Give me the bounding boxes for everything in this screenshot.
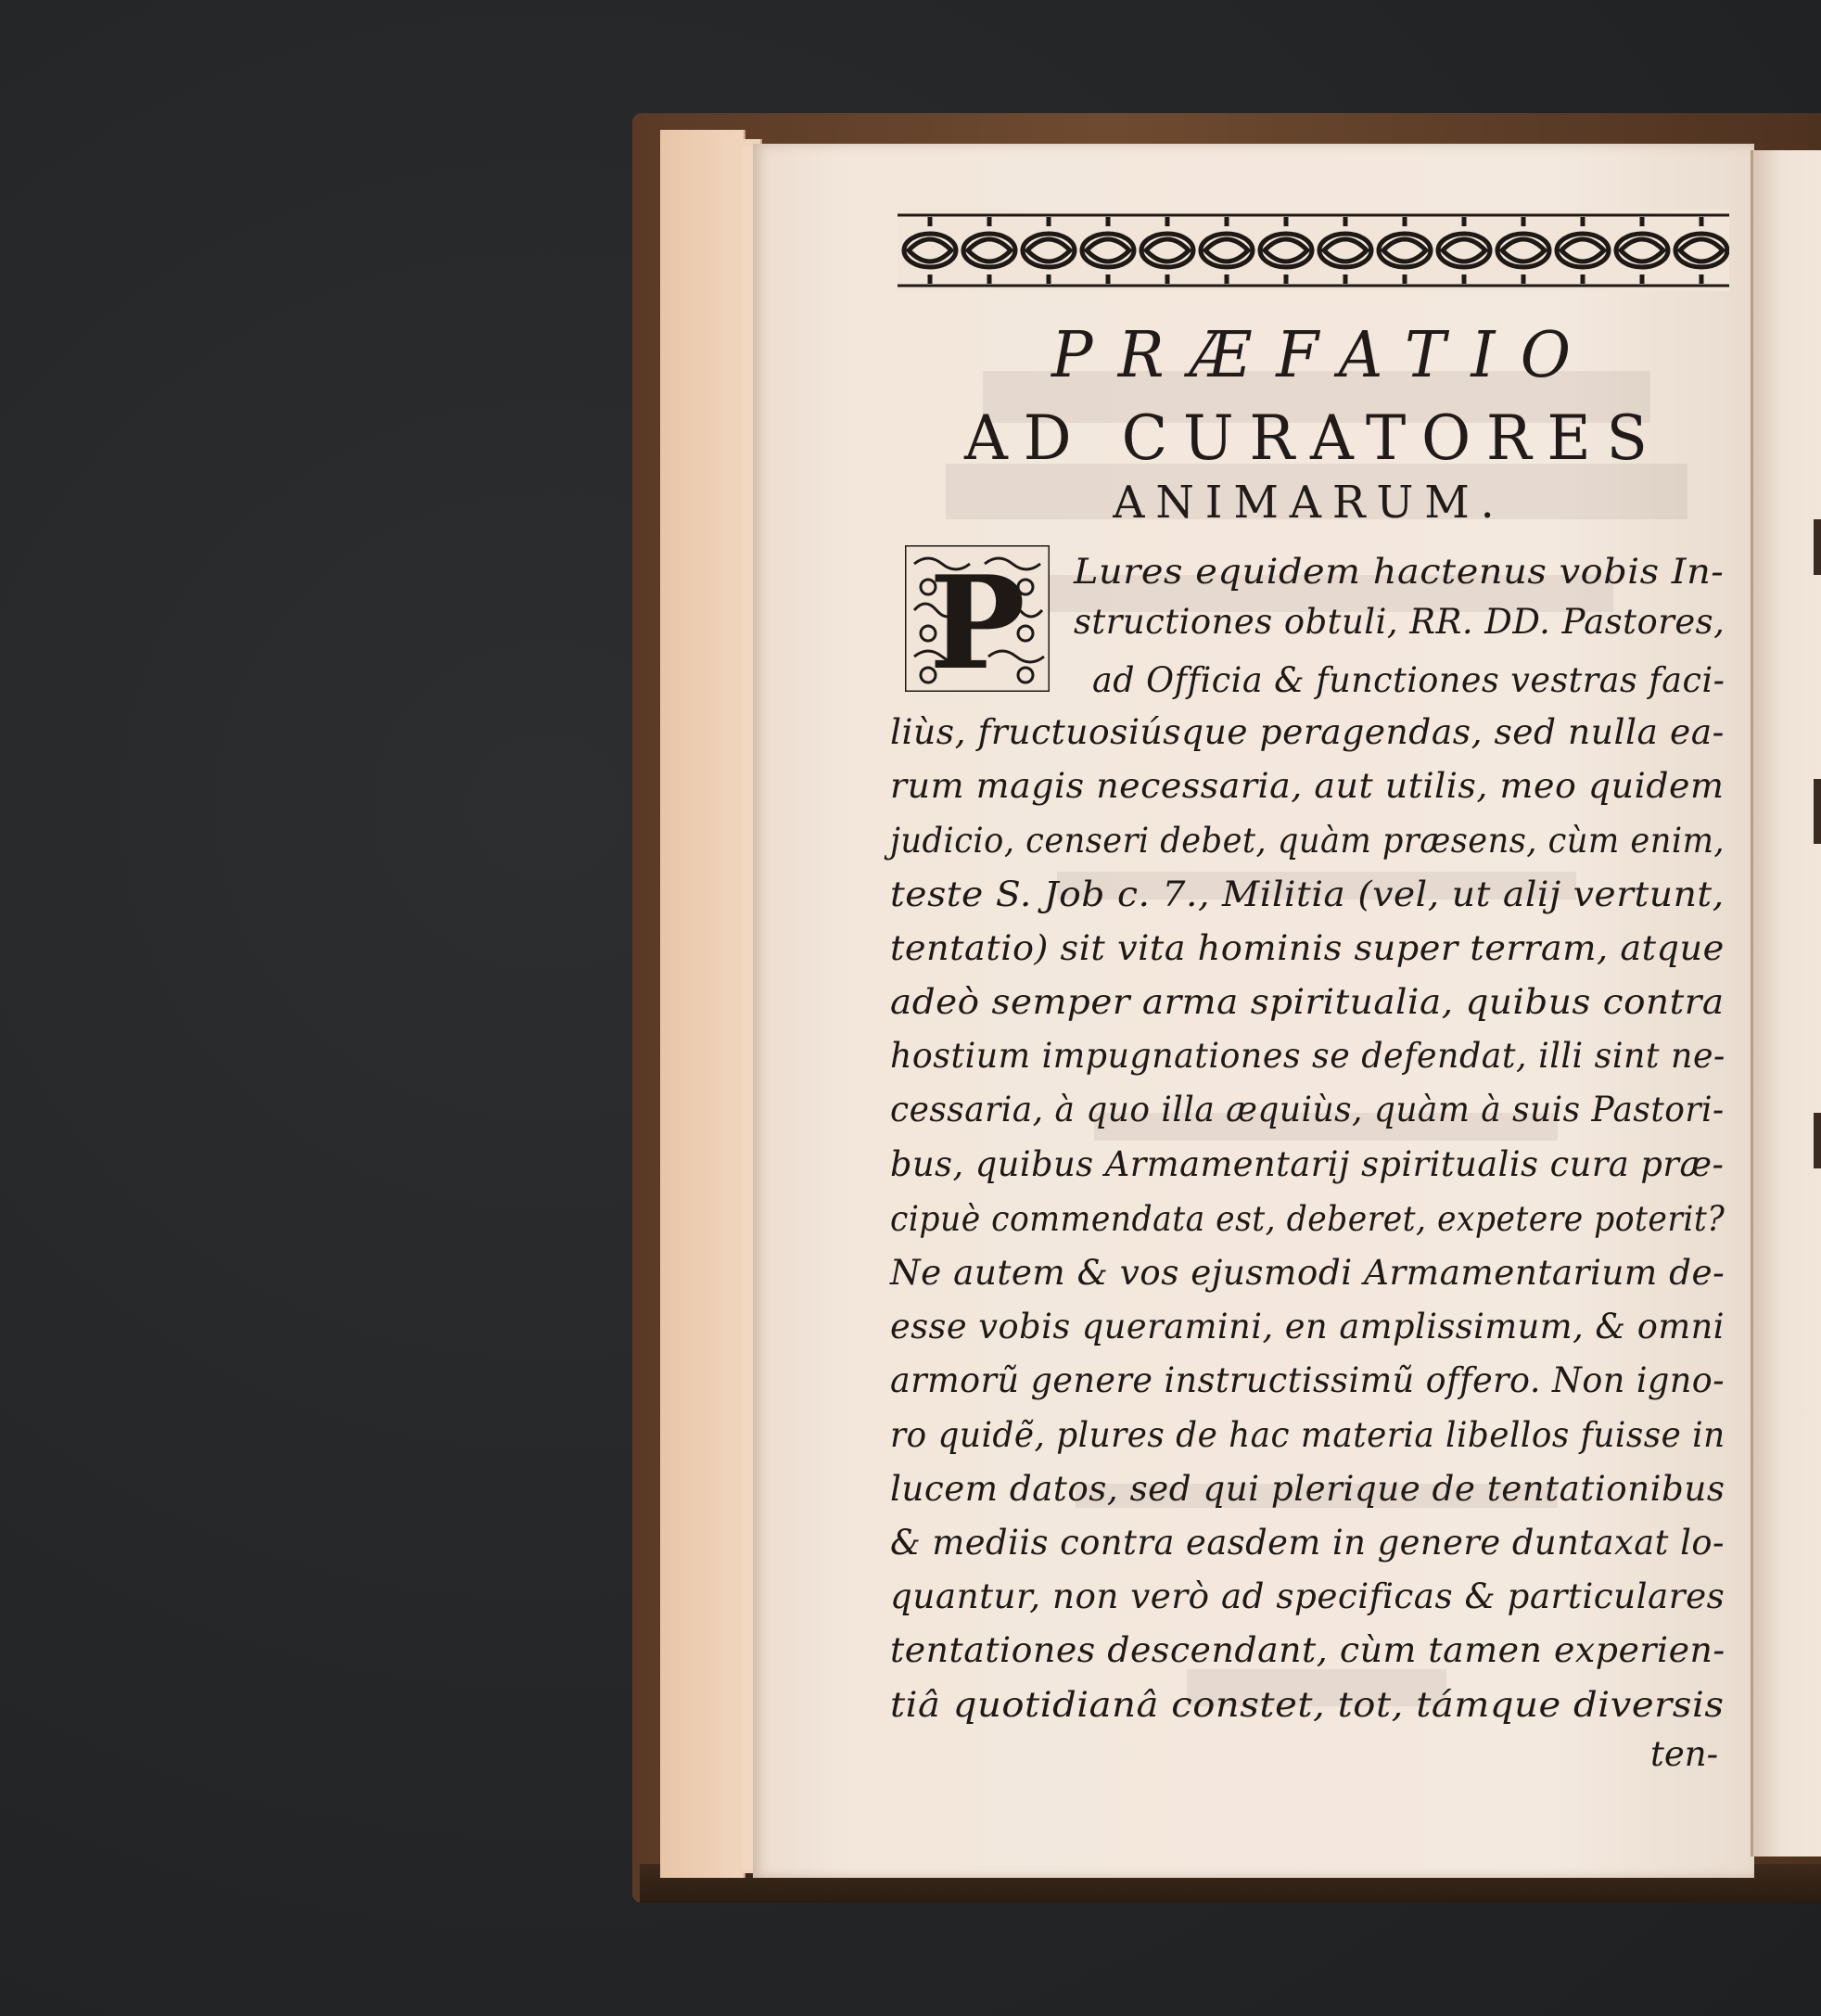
decorated-initial — [905, 545, 1050, 692]
text-line: esse vobis queramini, en amplissimum, & omni — [890, 1307, 1725, 1346]
preface-subtitle-2: ANIMARUM. — [1113, 477, 1506, 529]
text-line: cipuè commendata est, deberet, expetere poterit? — [890, 1199, 1725, 1239]
text-line: liùs, fructuosiúsque peragendas, sed nulla ea- — [890, 712, 1725, 752]
text-line: quantur, non verò ad specificas & particulares — [890, 1576, 1725, 1616]
text-line: judicio, censeri debet, quàm præsens, cùm enim, — [890, 821, 1725, 861]
text-line: hostium impugnationes se defendat, illi sint ne- — [890, 1036, 1725, 1076]
text-line: structiones obtuli, RR. DD. Pastores, — [1074, 602, 1725, 642]
preface-subtitle: AD CURATORES — [964, 402, 1663, 474]
text-line: tentationes descendant, cùm tamen experien- — [890, 1630, 1725, 1670]
text-line: adeò semper arma spiritualia, quibus contra — [890, 982, 1725, 1022]
text-line: Lures equidem hactenus vobis In- — [1074, 552, 1725, 592]
facing-page-glyph — [1814, 519, 1821, 575]
text-line: teste S. Job c. 7., Militia (vel, ut alij vertunt, — [890, 874, 1725, 914]
text-line: armorũ genere instructissimũ offero. Non igno- — [890, 1360, 1725, 1400]
text-line: ro quidẽ, plures de hac materia libellos fuisse in — [890, 1415, 1725, 1455]
text-line: ad Officia & functiones vestras faci- — [1092, 660, 1725, 700]
ornamental-header-band — [898, 210, 1729, 291]
catchword: ten- — [1650, 1734, 1719, 1774]
text-line: tentatio) sit vita hominis super terram, atque — [890, 928, 1725, 968]
text-line: rum magis necessaria, aut utilis, meo quidem — [890, 766, 1725, 806]
decorated-initial-letter: P — [929, 547, 1025, 692]
preface-title: PRÆFATIO — [1051, 319, 1597, 392]
text-line: & mediis contra easdem in genere duntaxat lo- — [890, 1523, 1725, 1563]
text-line: cessaria, à quo illa æquiùs, quàm à suis Pastori- — [890, 1090, 1725, 1129]
text-line: bus, quibus Armamentarij spiritualis cura præ- — [890, 1144, 1725, 1184]
text-line: Ne autem & vos ejusmodi Armamentarium de- — [890, 1253, 1725, 1293]
facing-page-glyph — [1814, 779, 1821, 844]
text-line: lucem datos, sed qui plerique de tentationibus — [890, 1469, 1725, 1509]
text-line: tiâ quotidianâ constet, tot, támque diversis — [890, 1685, 1725, 1725]
facing-page-glyph — [1814, 1113, 1821, 1168]
